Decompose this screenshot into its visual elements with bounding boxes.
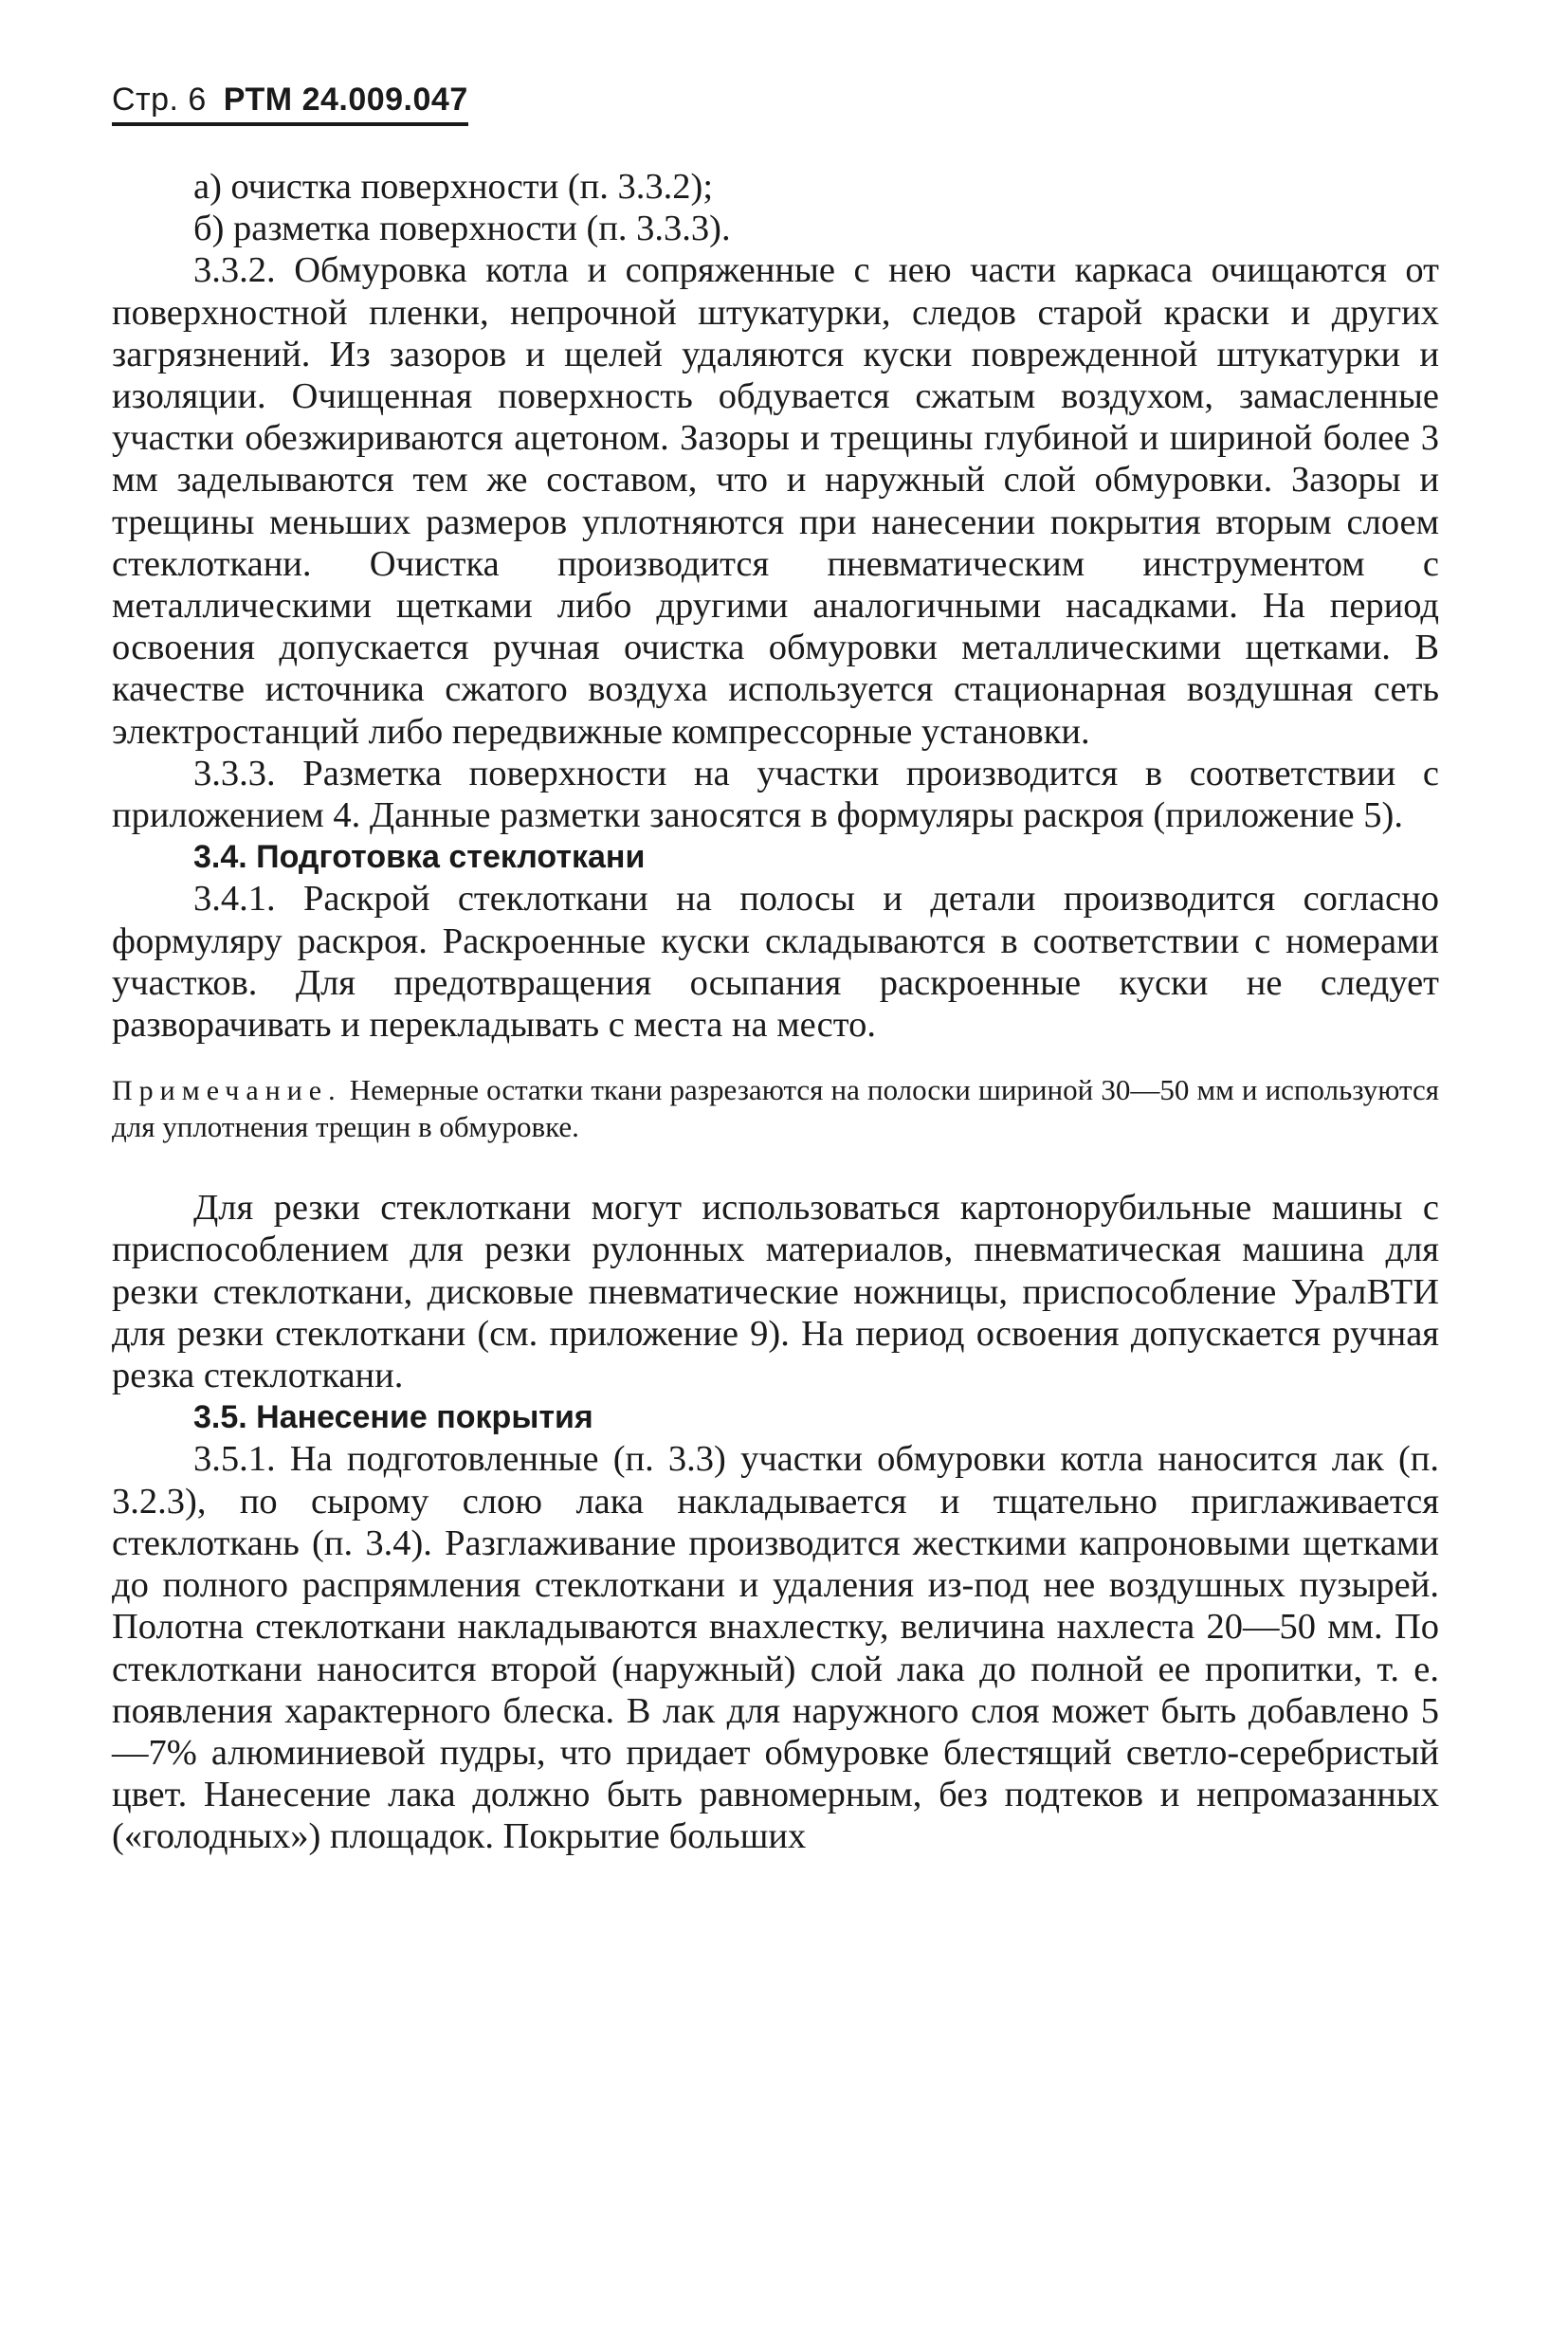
list-item-b: б) разметка поверхности (п. 3.3.3). — [193, 209, 731, 249]
paragraph-3-3-3: 3.3.3. Разметка поверхности на участки производится в соответствии с приложением 4. Данные разметки заносятся в формуляры раскроя (приложение 5). — [112, 753, 1439, 836]
section-heading-3-5: 3.5. Нанесение покрытия — [193, 1399, 593, 1436]
paragraph-3-4-1: 3.4.1. Раскрой стеклоткани на полосы и детали производится согласно формуляру раскроя. Раскроенные куски складываются в соответствии с номерами участков. Для предотвращения осыпания раскроенные куски не следует разворачивать и перекладывать с места на место. — [112, 879, 1439, 1046]
page-number: Стр. 6 — [112, 82, 207, 118]
body-text — [112, 166, 1439, 1858]
paragraph-3-5-1: 3.5.1. На подготовленные (п. 3.3) участки обмуровки котла наносится лак (п. 3.2.3), по сырому слою лака накладывается и тщательно приглаживается стеклоткань (п. 3.4). Разглаживание производится жесткими капроновыми щетками до полного распрямления стеклоткани и удаления из-под нее воздушных пузырей. Полотна стеклоткани накладываются внахлестку, величина нахлеста 20—50 мм. По стеклоткани наносится второй (наружный) слой лака до полной ее пропитки, т. е. появления характерного блеска. В лак для наружного слоя может быть добавлено 5—7% алюминиевой пудры, что придает обмуровке блестящий светло-серебристый цвет. Нанесение лака должно быть равномерным, без подтеков и непромазанных («голодных») площадок. Покрытие больших — [112, 1439, 1439, 1857]
page-header — [112, 82, 468, 126]
note — [112, 1072, 1439, 1145]
list-item-a: а) очистка поверхности (п. 3.3.2); — [193, 167, 714, 207]
document-page — [112, 82, 1439, 1858]
document-code: РТМ 24.009.047 — [223, 82, 468, 118]
note-label: Примечание. — [112, 1075, 342, 1107]
note-text: Немерные остатки ткани разрезаются на полоски шириной 30—50 мм и используются для уплотнения трещин в обмуровке. — [112, 1073, 1439, 1144]
paragraph-3-3-2: 3.3.2. Обмуровка котла и сопряженные с нею части каркаса очищаются от поверхностной пленки, непрочной штукатурки, следов старой краски и других загрязнений. Из зазоров и щелей удаляются куски поврежденной штукатурки и изоляции. Очищенная поверхность обдувается сжатым воздухом, замасленные участки обезжириваются ацетоном. Зазоры и трещины глубиной и шириной более 3 мм заделываются тем же составом, что и наружный слой обмуровки. Зазоры и трещины меньших размеров уплотняются при нанесении покрытия вторым слоем стеклоткани. Очистка производится пневматическим инструментом с металлическими щетками либо другими аналогичными насадками. На период освоения допускается ручная очистка обмуровки металлическими щетками. В качестве источника сжатого воздуха используется стационарная воздушная сеть электростанций либо передвижные компрессорные установки. — [112, 250, 1439, 752]
section-heading-3-4: 3.4. Подготовка стеклоткани — [193, 839, 646, 876]
paragraph-cutting: Для резки стеклоткани могут использоваться картонорубильные машины с приспособлением для резки рулонных материалов, пневматическая машина для резки стеклоткани, дисковые пневматические ножницы, приспособление УралВТИ для резки стеклоткани (см. приложение 9). На период освоения допускается ручная резка стеклоткани. — [112, 1188, 1439, 1396]
